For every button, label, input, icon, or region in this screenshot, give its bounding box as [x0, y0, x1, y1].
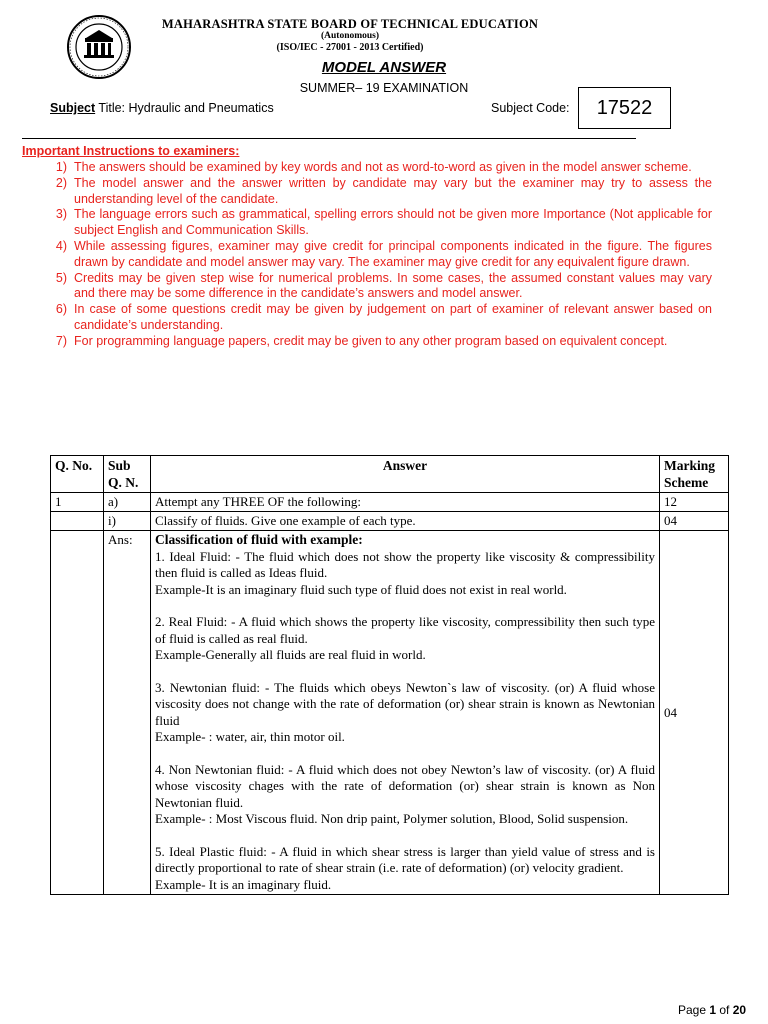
- page-total: 20: [732, 1003, 747, 1017]
- cell-answer: Classify of fluids. Give one example of each type.: [151, 512, 660, 531]
- instructions-list: [22, 160, 712, 350]
- answer-example: Example- : water, air, thin motor oil.: [155, 729, 345, 744]
- instruction-number: 4): [55, 238, 67, 253]
- subject-label: Subject: [50, 101, 96, 115]
- instruction-number: 3): [55, 207, 67, 222]
- cell-answer: Attempt any THREE OF the following:: [151, 493, 660, 512]
- board-iso: (ISO/IEC - 27001 - 2013 Certified): [276, 42, 424, 53]
- cell-sub-q: a): [104, 493, 151, 512]
- answer-paragraph: 1. Ideal Fluid: - The fluid which does not show the property like viscosity & compressibility then fluid is called as Ideas fluid.: [155, 548, 655, 580]
- page-label: Page: [678, 1003, 710, 1017]
- instruction-text: In case of some questions credit may be given by judgement on part of examiner of relevant answer based on candidate’s understanding.: [74, 302, 712, 332]
- instruction-number: 6): [55, 302, 67, 317]
- instructions-heading: Important Instructions to examiners:: [22, 144, 240, 158]
- cell-q-no: [51, 512, 104, 531]
- answer-paragraph: 5. Ideal Plastic fluid: - A fluid in which shear stress is larger than yield value of stress and is directly proportional to rate of shear strain (i.e. rate of deformation) (or) velocity gradient.: [155, 843, 655, 875]
- table-row: [51, 512, 729, 531]
- answer-paragraph: 4. Non Newtonian fluid: - A fluid which does not obey Newton’s law of viscosity. (or) A fluid whose viscosity chages with the rate of deformation (or) shear strain is known as Non Newtonian fluid.: [155, 761, 655, 810]
- instruction-text: For programming language papers, credit may be given to any other program based on equivalent concept.: [74, 333, 668, 348]
- instruction-text: The answers should be examined by key words and not as word-to-word as given in the model answer scheme.: [74, 160, 692, 174]
- board-heading: [140, 17, 560, 54]
- answer-paragraph: 3. Newtonian fluid: - The fluids which obeys Newton`s law of viscosity. (or) A fluid whose viscosity does not change with the rate of deformation (or) shear strain is known as Newtonian fluid: [155, 679, 655, 728]
- table-header-row: [51, 456, 729, 493]
- instruction-number: 5): [55, 270, 67, 285]
- cell-q-no: 1: [51, 493, 104, 512]
- table-row: [51, 493, 729, 512]
- answer-example: Example-It is an imaginary fluid such type of fluid does not exist in real world.: [155, 581, 567, 597]
- cell-q-no: [51, 531, 104, 895]
- instruction-number: 7): [55, 333, 67, 348]
- cell-marks: 12: [660, 493, 729, 512]
- exam-name: SUMMER– 19 EXAMINATION: [299, 81, 469, 95]
- instruction-item: [22, 160, 712, 176]
- board-autonomous: (Autonomous): [320, 31, 380, 41]
- instruction-item: [22, 302, 712, 334]
- header-sub-q: Sub Q. N.: [104, 456, 151, 493]
- header-rule: [22, 138, 636, 139]
- page-of: of: [716, 1003, 733, 1017]
- cell-sub-q: i): [104, 512, 151, 531]
- cell-sub-q: Ans:: [104, 531, 151, 895]
- instruction-text: Credits may be given step wise for numerical problems. In some cases, the assumed constant values may vary and there may be some difference in the candidate’s answers and model answer.: [74, 270, 712, 301]
- answer-example: Example- It is an imaginary fluid.: [155, 876, 332, 892]
- instruction-item: [22, 207, 712, 239]
- instruction-text: The model answer and the answer written by candidate may vary but the examiner may try to assess the understanding level of the candidate.: [74, 175, 712, 206]
- board-name: MAHARASHTRA STATE BOARD OF TECHNICAL EDUCATION: [161, 17, 539, 31]
- page-current: 1: [709, 1003, 717, 1017]
- instruction-item: [22, 334, 712, 350]
- cell-marks: 04: [660, 531, 729, 895]
- answer-example: Example-Generally all fluids are real fluid in world.: [155, 647, 426, 662]
- page-number: [678, 1003, 746, 1017]
- subject-title-text: Title: Hydraulic and Pneumatics: [95, 101, 274, 115]
- answer-paragraph: 2. Real Fluid: - A fluid which shows the property like viscosity, compressibility then such type of fluid is called as real fluid.: [155, 614, 655, 646]
- answer-example: Example- : Most Viscous fluid. Non drip paint, Polymer solution, Blood, Solid suspension.: [155, 811, 629, 826]
- table-row: [51, 531, 729, 895]
- answer-table: [50, 455, 729, 895]
- instruction-item: [22, 176, 712, 208]
- instruction-number: 2): [55, 175, 67, 190]
- model-answer-title: MODEL ANSWER: [321, 59, 447, 76]
- cell-answer-body: [151, 531, 660, 895]
- instruction-text: The language errors such as grammatical, spelling errors should not be given more Importance (Not applicable for subject English and Communication Skills.: [74, 207, 712, 238]
- subject-title: [50, 101, 274, 115]
- instruction-number: 1): [55, 160, 67, 174]
- cell-marks: 04: [660, 512, 729, 531]
- instruction-item: [22, 239, 712, 271]
- subject-code-label: Subject Code:: [491, 101, 570, 115]
- header-marking-scheme: Marking Scheme: [660, 456, 729, 493]
- subject-code-box: 17522: [578, 87, 671, 129]
- answer-heading: Classification of fluid with example:: [155, 532, 363, 547]
- header-q-no: Q. No.: [51, 456, 104, 493]
- header-answer: Answer: [151, 456, 660, 493]
- instruction-text: While assessing figures, examiner may give credit for principal components indicated in the figure. The figures drawn by candidate and model answer may vary. The examiner may give credit for any equivalent figure drawn.: [74, 238, 712, 269]
- instruction-item: [22, 271, 712, 303]
